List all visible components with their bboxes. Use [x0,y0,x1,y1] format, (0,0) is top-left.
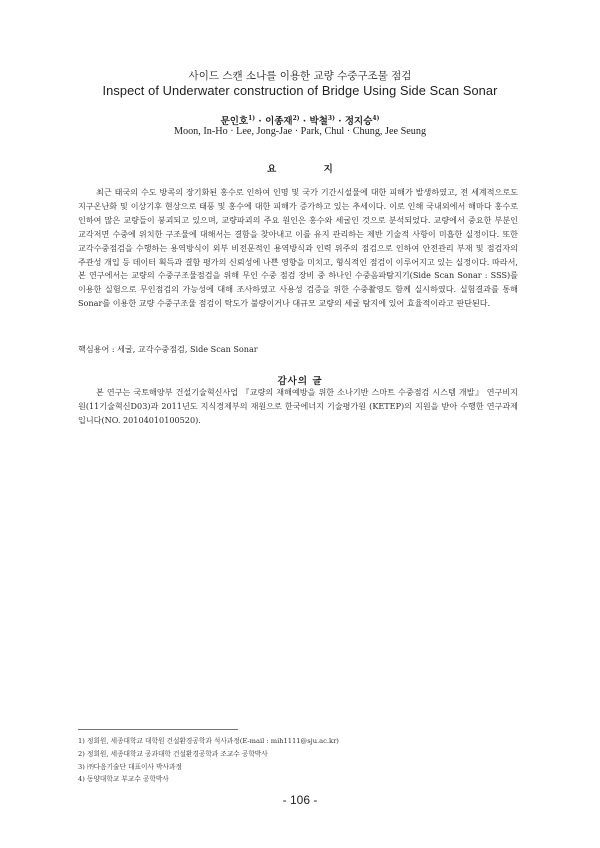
footnote-divider [78,729,238,730]
author-name: 정지승 [344,116,373,127]
author-name: 문인호 [220,116,249,127]
author-separator: · [255,116,266,127]
footnote-item: 2) 정회원, 세종대학교 공과대학 건설환경공학과 조교수 공학박사 [78,749,268,758]
authors-english: Moon, In-Ho · Lee, Jong-Jae · Park, Chul · Chung, Jee Seung [173,126,427,137]
author-name: 박철 [309,116,328,127]
title-korean: 사이드 스캔 소나를 이용한 교량 수중구조물 점검 [188,70,412,82]
footnote-item: 3) ㈜다음기술단 대표이사 박사과정 [78,762,182,771]
abstract-text: 최근 태국의 수도 방콕의 장기화된 홍수로 인하여 인명 및 국가 기간시설물에 대한 피해가 발생하였고, 전 세계적으로도 지구온난화 및 이상기후 현상으로 태풍 및 홍수에 대한 피해가 증가하고 있는 추세이다. 이로 인해 국내외에서 해마다 홍수로 인하여 많은 교량들이 붕괴되고 있으며, 교량파괴의 주요 원인은 홍수와 세굴인 것으로 분석되었다. 교량에서 중요한 부분인 교각저면 수중에 위치한 구조물에 대해서는 결함을 찾아내고 이를 유지 관리하는 제반 기술적 사항이 미흡한 실정이다. 또한 교각수중점검을 수행하는 용역방식이 외부 비전문적인 용역방식과 인력 위주의 점검으로 인하여 안전관리 부재 및 점검자의 주관성 개입 등 데이터 획득과 결함 평가의 신뢰성에 나쁜 영향을 미치고, 형식적인 점검이 이루어지고 있는 실정이다. 따라서, 본 연구에서는 교량의 수중구조물점검을 위해 무인 수중 점검 장비 중 하나인 수중음파탐지기(Side Scan Sonar : SSS)를 이용한 실험으로 무인점검의 가능성에 대해 조사하였고 사용성 검증을 위한 수중촬영도 함께 실시하였다. 실험결과를 통해 Sonar를 이용한 교량 수중구조물 점검이 탁도가 불량이거나 대규모 교량의 세굴 탐지에 있어 효율적이라고 판단된다. [78,187,518,309]
keywords-line: 핵심용어 : 세굴, 교각수중점검, Side Scan Sonar [78,344,258,354]
authors-korean [0,113,600,127]
acknowledgement-text: 본 연구는 국토해양부 건설기술혁신사업 『교량의 재해예방을 위한 소나기반 스마트 수중점검 시스템 개발』 연구비지원(11기술혁신D03)과 2011년도 지식경제부의 재원으로 한국에너지 기술평가원 (KETEP)의 지원을 받아 수행한 연구과제입니다(NO. 20104010100520). [78,387,518,425]
page-number: - 106 - [282,793,318,807]
author-name: 이종재 [265,116,293,127]
acknowledgement-heading: 감사의 글 [277,376,323,387]
author-footnote-mark: 4) [372,114,380,122]
author-separator: · [334,116,345,127]
footnote-item: 1) 정회원, 세종대학교 대학원 건설환경공학과 석사과정(E-mail : mih1111@sju.ac.kr) [78,737,339,745]
abstract-heading: 요 지 [267,164,355,175]
author-separator: · [299,116,310,127]
footnote-item: 4) 동양대학교 부교수 공학박사 [78,775,169,784]
author-footnote-mark: 1) [248,114,256,122]
author-footnote-mark: 2) [292,114,300,122]
acknowledgement-paragraph [78,386,518,428]
footnotes-list [78,735,339,786]
title-english: Inspect of Underwater construction of Bridge Using Side Scan Sonar [102,83,498,98]
abstract-paragraph [78,186,518,311]
author-footnote-mark: 3) [327,114,335,122]
